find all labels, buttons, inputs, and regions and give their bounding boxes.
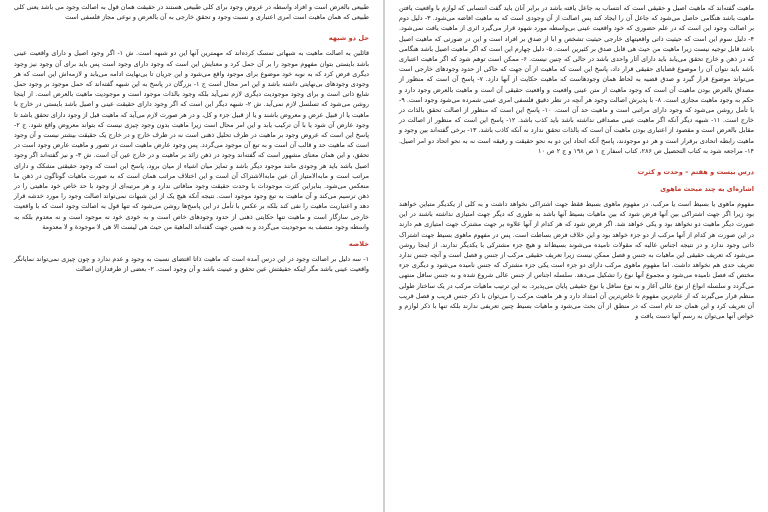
section-heading-quiddity-topics: اشاره‌ای به چند مبحث ماهوی: [660, 185, 754, 194]
two-doubts-body: قائلین به اصالت ماهیت به شبهاتی تمسک کرده‌اند که مهمترین آنها این دو شبهه است. ش ۱- اگر وجود اصیل و دارای واقعیت عینی باشد بایستی بتوان مفهوم موجود را بر آن حمل کرد و معنایش این است که وجود دارای وجود است پس باید برای آن وجود نیز وجود دیگری فرض کرد که به نوبه خود موضوع برای موجود واقع می‌شود و این جریان تا بی‌نهایت ادامه می‌یابد و لازمه‌اش این است که هر وجودی وجودهای بی‌نهایتی داشته باشد و این امر محال است ج ۱- بزرگان در پاسخ به این شبهه گفته‌اند که حمل موجود بر وجود حمل شایع ذاتی است و برای وجود موجودیت دیگری لازم نمی‌آید بلکه وجود بالذات موجود است و موجودیت ماهیت بالعرض است. از اینجا روشن می‌شود که تسلسل لازم نمی‌آید. ش ۲- شبهه دیگر این است که اگر وجود دارای حقیقت عینی و اصیل باشد بایستی در خارج با ماهیت یا از قبیل عرض و معروض باشند و یا از قبیل جزء و کل، و در هر صورت لازم می‌آید که ماهیت قبل از وجود دارای تحقق باشد تا وجود عارض آن شود یا با آن ترکیب یابد و این امر محال است زیرا ماهیت بدون وجود چیزی نیست که بتواند معروض واقع شود. ج ۲- پاسخ این است که عروض وجود بر ماهیت در ظرف تحلیل ذهنی است نه در ظرف خارج و در خارج یک حقیقت بیشتر نیست و آن وجود است که ماهیت حد و قالب آن است و به تبع آن موجود می‌گردد. پس وجود عارض ماهیت است در تصور و ماهیت عارض وجود است در تحقق، و این همان معنای مشهور است که گفته‌اند وجود در ذهن زائد بر ماهیت و در خارج عین آن است. ش ۳- و نیز گفته‌اند اگر وجود اصیل باشد باید هر وجودی مانند موجود دیگر باشد و تمایز میان اشیاء از میان برود، پاسخ این است که وجود حقیقتی مشکک و دارای مراتب است و مابه‌الامتیاز آن عین مابه‌الاشتراک آن است و این اختلاف مراتب همان است که به صورت ماهیات گوناگون در ذهن ما منعکس می‌شود. بنابراین کثرت موجودات با وحدت حقیقت وجود منافاتی ندارد و هر مرتبه‌ای از وجود با حد خاص خود ماهیتی را در ذهن ترسیم می‌کند و آن ماهیت به تبع وجود موجود است. نتیجه آنکه هیچ یک از این شبهات نمی‌تواند اصالت وجود را مورد خدشه قرار دهد و اعتباریت ماهیت را نفی کند بلکه بر عکس با تأمل در این پاسخ‌ها روشن می‌شود که تنها قول به اصالت وجود است که با واقعیت خارجی سازگار است و ماهیت تنها حکایتی ذهنی از حدود وجودهای خاص است و به خودی خود نه موجود است و نه معدوم بلکه به واسطه وجود متصف به موجودیت می‌گردد و به همین جهت گفته‌اند الماهیة من حیث هی لیست الا هی لا موجودة و لا معدومة: [14, 49, 369, 231]
quiddity-topics-body: مفهوم ماهوی یا بسیط است یا مرکب. در مفهوم ماهوی بسیط فقط جهت اشتراکی نخواهد داشت و به کلی از یکدیگر متباین خواهند بود زیرا اگر جهت اشتراکی بین آنها فرض شود که بین ماهیات بسیط آنها باشد به طوری که دیگر جهت امتیازی نداشته باشند در این صورت دیگر ماهیت دو نخواهد بود و یکی خواهد شد. اگر فرض شود که هر کدام از آنها علاوه بر جهت مشترک جهت امتیازی هم دارند در این صورت هر کدام از آنها مرکب از دو جزء خواهد بود و این خلاف فرض بساطت است. پس در مفهوم ماهوی بسیط جهت اشتراک ذاتی وجود ندارد و در نتیجه اجناس عالیه که مقولات نامیده می‌شوند بسیط‌اند و هیچ جزء مشترکی با یکدیگر ندارند. از اینجا روشن می‌شود که تعریف حقیقی این ماهیات به جنس و فصل ممکن نیست زیرا تعریف حقیقی مرکب از جنس و فصل است و آنچه جنس ندارد تعریف حدی هم نخواهد داشت. اما مفهوم ماهوی مرکب دارای دو جزء است یکی جزء مشترک که جنس نامیده می‌شود و دیگری جزء مختص که فصل نامیده می‌شود و مجموع آنها نوع را تشکیل می‌دهد. سلسله اجناس از جنس عالی شروع شده و به جنس سافل منتهی می‌گردد و سلسله انواع از نوع عالی آغاز و به نوع سافل یا نوع حقیقی پایان می‌پذیرد. به این ترتیب ماهیات مرکب در یک ساختار طولی منظم قرار می‌گیرند که از عام‌ترین مفهوم تا خاص‌ترین آن امتداد دارد و هر ماهیت مرکب را می‌توان با ذکر جنس قریب و فصل قریب آن تعریف کرد و این همان حد تام است که در منطق از آن بحث می‌شود و ماهیات بسیط چنین تعریفی ندارند بلکه تنها با ذکر لوازم و خواص آنها می‌توان به رسم آنها دست یافت و: [399, 200, 754, 321]
lesson-title: درس بیست و هفتم – وحدت و کثرت: [637, 168, 754, 177]
section-heading-summary: خلاصه: [348, 240, 369, 249]
section-heading-two-doubts: حل دو شبهه: [328, 34, 369, 43]
left-page-top-paragraph: طبیعی بالعرض است و افراد واسطه در عروض وجود برای کلی طبیعی هستند در حقیقت همان قول به اصالت وجود می باشد یعنی کلی طبیعی که همان ماهیت است امری اعتباری و نسبت وجود و تحقق خارجی به آن بالعرض و نوعی مجاز فلسفی است: [14, 3, 369, 22]
right-page: [385, 0, 768, 512]
summary-body: ۱- سه دلیل بر اصالت وجود در این درس آمده است که ماهیت ذاتا اقتضای نسبت به وجود و عدم ندارد و چون چیزی نمی‌تواند نمایانگر واقعیت عینی باشد مگر اینکه حقیقتش عین تحقق و عینیت باشد و آن وجود است. ۲- بعضی از طرفداران اصالت: [14, 255, 369, 274]
right-page-top-paragraph: ماهیت گفته‌اند که ماهیت اصیل و حقیقی است که انتساب به جاعل یافته باشد در برابر آنان باید گفت انتسابی که لوازم با واقعیت یافتن ماهیت باشد هنگامی حاصل می‌شود که جاعل آن را ایجاد کند پس اصالت از آن وجودی است که به ماهیت افاضه می‌شود. ۳- دلیل دوم بر اصالت وجود این است که در علم حضوری که خود واقعیت عینی بی‌واسطه مورد شهود قرار می‌گیرد اثری از ماهیت یافت نمی‌شود. ۴- دلیل سوم این است که حیثیت ذاتی واقعیتهای خارجی حیثیت تشخص و ابا از صدق بر افراد است و این در صورتی که ماهیت اصیل باشد قابل توجیه نیست زیرا ماهیت من حیث هی قابل صدق بر کثیرین است. ۵- دلیل چهارم این است که اگر ماهیت اصیل باشد هنگامی که در ذهن و خارج تحقق می‌یابد باید دارای آثار واحدی باشد در حالی که چنین نیست. ۶- ممکن است توهم شود که اگر ماهیت اعتباری باشد باید نتوان آن را موضوع قضایای حقیقی قرار داد، پاسخ این است که ماهیت از آن جهت که حاکی از حدود وجودهای خارجی است می‌تواند موضوع قرار گیرد و صدق قضیه به لحاظ همان وجودهاست که ماهیت حکایت از آنها دارد. ۷- پاسخ آن است که منظور از مصداق بالعرض بودن ماهیت آن است که وجود ماهیت از متن عینی واقعیت و واقعیت حقیقی آن است و ماهیت بالعرض وجود دارد و حکم به وجود ماهیت مجازی است. ۸- با پذیرش اصالت وجود هر آنچه در نظر دقیق فلسفی امری عینی شمرده می‌شود وجود است. ۹- با تأمل روشن می‌شود که وجود دارای مراتبی است و ماهیت حد آن است. ۱۰- پاسخ این است که منظور از اصالت تحقق بالذات در خارج است. ۱۱- شبهه دیگر آنکه اگر ماهیت عینی مصداقی نداشته باشد باید کذب باشد. ۱۲- پاسخ این است که منظور از اصالت در مقابل بالعرض است و مقصود از اعتباری بودن ماهیت آن است که بالذات تحقق ندارد نه آنکه کاذب باشد. ۱۳- برخی گفته‌اند بین وجود و ماهیت رابطه اتحادی برقرار است و هر دو موجودند، پاسخ آنکه اتحاد این دو به نحو حقیقت و رقیقه است نه به نحو اتحاد دو امر اصیل. ۱۴- مراجعه شود به کتاب التحصیل ص ۲۸۶، کتاب اسفار ج ۱ ص ۱۹۸ و ج ۲ ص ۱۰: [399, 4, 755, 155]
left-page: [0, 0, 383, 512]
